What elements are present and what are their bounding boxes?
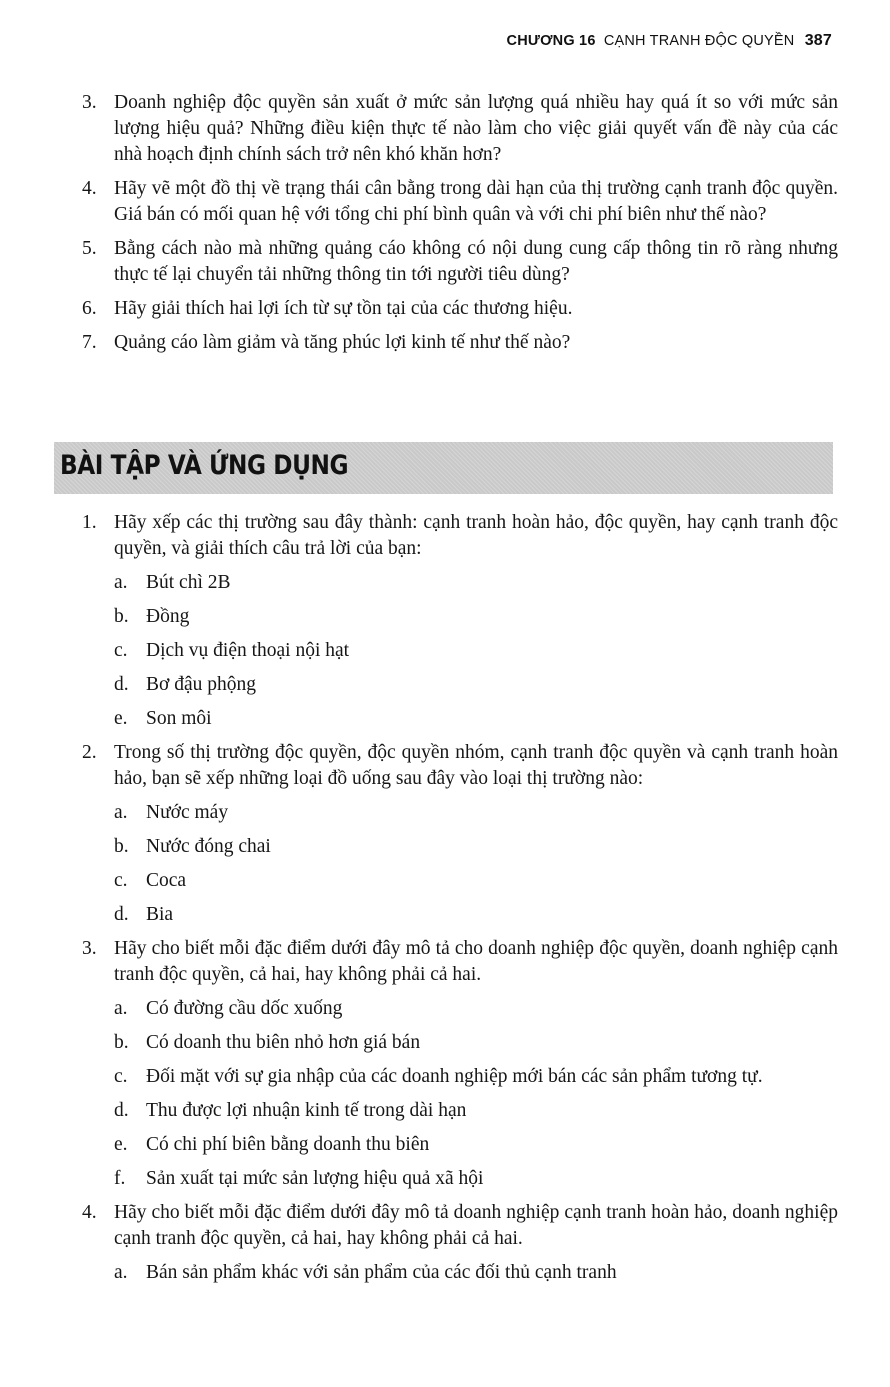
review-question (82, 90, 838, 168)
problem-number: 3. (82, 938, 97, 959)
question-text: Hãy vẽ một đồ thị về trạng thái cân bằng trong dài hạn của thị trường cạnh tranh độc quyền. Giá bán có mối quan hệ với tổng chi phí bình quân và với chi phí biên như thế nào? (114, 178, 838, 225)
sub-item-letter: d. (114, 1100, 129, 1121)
sub-item-letter: b. (114, 606, 129, 627)
sub-item-letter: f. (114, 1168, 126, 1189)
section-heading-bar (54, 442, 833, 494)
sub-item (82, 638, 838, 664)
problem-text: Hãy cho biết mỗi đặc điểm dưới đây mô tả cho doanh nghiệp độc quyền, doanh nghiệp cạnh tranh độc quyền, cả hai, hay không phải cả hai. (114, 938, 838, 985)
sub-item-text: Nước đóng chai (146, 836, 271, 857)
sub-item-text: Sản xuất tại mức sản lượng hiệu quả xã hội (146, 1168, 484, 1189)
sub-item (82, 1064, 838, 1090)
sub-item (82, 1166, 838, 1192)
sub-item-text: Đối mặt với sự gia nhập của các doanh nghiệp mới bán các sản phẩm tương tự. (146, 1066, 763, 1087)
sub-item-text: Dịch vụ điện thoại nội hạt (146, 640, 350, 661)
sub-item-text: Có chi phí biên bằng doanh thu biên (146, 1134, 430, 1155)
sub-item-letter: a. (114, 572, 128, 593)
sub-item-text: Bán sản phẩm khác với sản phẩm của các đối thủ cạnh tranh (146, 1262, 617, 1283)
sub-item-letter: a. (114, 998, 128, 1019)
review-questions (82, 90, 838, 364)
review-question (82, 236, 838, 288)
sub-item (82, 1260, 838, 1286)
problem-item (82, 1200, 838, 1252)
sub-item (82, 570, 838, 596)
sub-item (82, 1098, 838, 1124)
page-number: 387 (804, 32, 832, 49)
question-text: Quảng cáo làm giảm và tăng phúc lợi kinh tế như thế nào? (114, 332, 571, 353)
sub-item-letter: b. (114, 1032, 129, 1053)
sub-item-text: Có doanh thu biên nhỏ hơn giá bán (146, 1032, 421, 1053)
sub-item-letter: d. (114, 904, 129, 925)
sub-item-text: Bia (146, 904, 174, 925)
sub-item-letter: e. (114, 708, 128, 729)
chapter-label: CHƯƠNG 16 (506, 33, 596, 49)
sub-item (82, 604, 838, 630)
sub-item-letter: c. (114, 640, 128, 661)
sub-item-letter: a. (114, 802, 128, 823)
question-number: 7. (82, 332, 97, 353)
problem-item (82, 510, 838, 562)
sub-item-letter: e. (114, 1134, 128, 1155)
review-question (82, 330, 838, 356)
sub-item-text: Coca (146, 870, 187, 891)
problem-number: 1. (82, 512, 97, 533)
problem-text: Trong số thị trường độc quyền, độc quyền nhóm, cạnh tranh độc quyền và cạnh tranh hoàn hảo, bạn sẽ xếp những loại đồ uống sau đây vào loại thị trường nào: (114, 742, 838, 789)
sub-item-letter: c. (114, 1066, 128, 1087)
question-number: 4. (82, 178, 97, 199)
sub-item-letter: d. (114, 674, 129, 695)
sub-item-letter: a. (114, 1262, 128, 1283)
sub-item-text: Nước máy (146, 802, 229, 823)
chapter-title: CẠNH TRANH ĐỘC QUYỀN (603, 33, 795, 49)
sub-item (82, 1132, 838, 1158)
review-question (82, 176, 838, 228)
section-title: BÀI TẬP VÀ ỨNG DỤNG (60, 450, 349, 481)
problem-item (82, 936, 838, 988)
sub-item (82, 996, 838, 1022)
question-number: 3. (82, 92, 97, 113)
sub-item (82, 706, 838, 732)
problem-text: Hãy xếp các thị trường sau đây thành: cạnh tranh hoàn hảo, độc quyền, hay cạnh tranh độc quyền, và giải thích câu trả lời của bạn: (114, 512, 838, 559)
question-text: Doanh nghiệp độc quyền sản xuất ở mức sản lượng quá nhiều hay quá ít so với mức sản lượng hiệu quả? Những điều kiện thực tế nào làm cho việc giải quyết vấn đề này của các nhà hoạch định chính sách trở nên khó khăn hơn? (114, 92, 838, 165)
sub-item (82, 868, 838, 894)
question-number: 6. (82, 298, 97, 319)
sub-item-text: Thu được lợi nhuận kinh tế trong dài hạn (146, 1100, 467, 1121)
problem-item (82, 740, 838, 792)
sub-item (82, 800, 838, 826)
problem-number: 4. (82, 1202, 97, 1223)
problem-number: 2. (82, 742, 97, 763)
sub-item (82, 834, 838, 860)
running-header (507, 32, 832, 50)
sub-item-letter: b. (114, 836, 129, 857)
question-number: 5. (82, 238, 97, 259)
problem-text: Hãy cho biết mỗi đặc điểm dưới đây mô tả doanh nghiệp cạnh tranh hoàn hảo, doanh nghiệp cạnh tranh độc quyền, cả hai, hay không phải cả hai. (114, 1202, 838, 1249)
sub-item-letter: c. (114, 870, 128, 891)
question-text: Hãy giải thích hai lợi ích từ sự tồn tại của các thương hiệu. (114, 298, 573, 319)
sub-item-text: Có đường cầu dốc xuống (146, 998, 343, 1019)
review-question (82, 296, 838, 322)
sub-item-text: Bơ đậu phộng (146, 674, 256, 695)
sub-item-text: Son môi (146, 708, 212, 729)
sub-item (82, 672, 838, 698)
sub-item (82, 1030, 838, 1056)
sub-item-text: Đồng (146, 606, 190, 627)
question-text: Bằng cách nào mà những quảng cáo không có nội dung cung cấp thông tin rõ ràng nhưng thực tế lại chuyển tải những thông tin tới người tiêu dùng? (114, 238, 838, 285)
sub-item (82, 902, 838, 928)
sub-item-text: Bút chì 2B (146, 572, 231, 593)
applications-list (82, 510, 838, 1294)
